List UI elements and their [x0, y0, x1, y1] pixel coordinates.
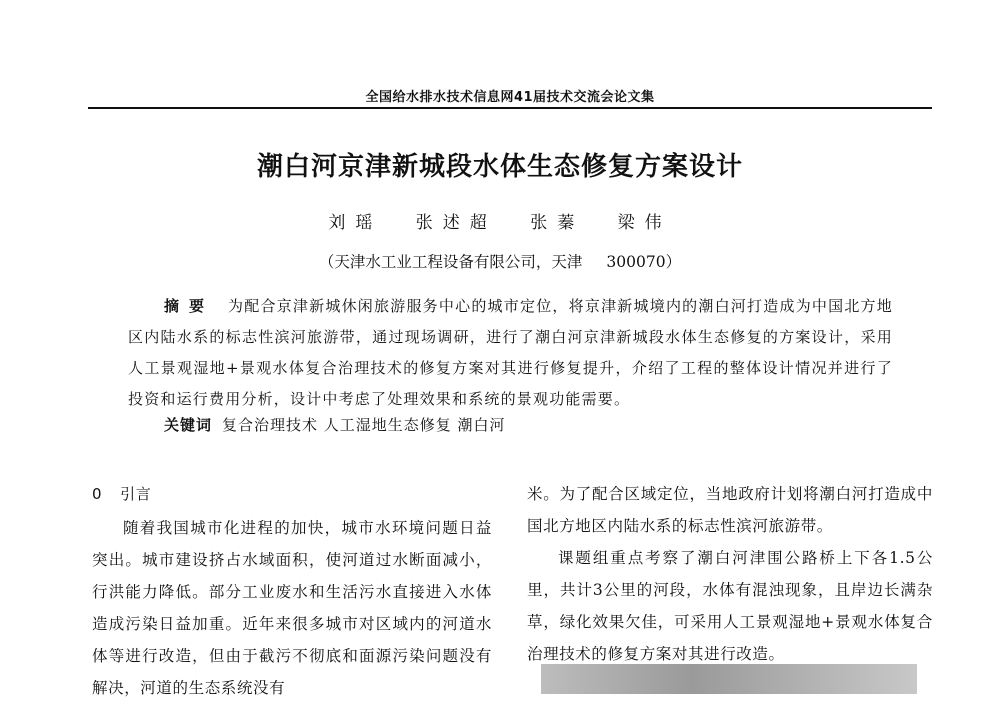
author: 张蓁 [530, 213, 585, 233]
intro-paragraph: 随着我国城市化进程的加快，城市水环境问题日益突出。城市建设挤占水域面积，使河道过水断面减小，行洪能力降低。部分工业废水和生活污水直接进入水体造成污染日益加重。近年来很多城市对区域内的河道水体等进行改造，但由于截污不彻底和面源污染问题没有解决，河道的生态系统没有 [92, 519, 492, 697]
continuation-paragraph: 米。为了配合区域定位，当地政府计划将潮白河打造成中国北方地区内陆水系的标志性滨河旅游带。 [527, 485, 933, 535]
left-column [92, 478, 492, 704]
affiliation-postcode: 300070） [606, 253, 682, 271]
section-heading [92, 478, 492, 510]
keywords-text: 复合治理技术 人工湿地生态修复 潮白河 [222, 416, 506, 434]
author: 张述超 [415, 213, 497, 233]
right-column [527, 478, 933, 670]
abstract-text: 为配合京津新城休闲旅游服务中心的城市定位，将京津新城境内的潮白河打造成为中国北方地区内陆水系的标志性滨河旅游带，通过现场调研，进行了潮白河京津新城段水体生态修复的方案设计，采用人工景观湿地+景观水体复合治理技术的修复方案对其进行修复提升，介绍了工程的整体设计情况并进行了投资和运行费用分析，设计中考虑了处理效果和系统的景观功能需要。 [128, 297, 893, 408]
header-rule [88, 107, 932, 109]
affiliation-org: （天津水工业工程设备有限公司，天津 [318, 253, 583, 271]
author: 刘瑶 [328, 213, 383, 233]
abstract-label: 摘要 [164, 297, 215, 315]
keywords-label: 关键词 [164, 416, 213, 434]
paper-title: 潮白河京津新城段水体生态修复方案设计 [256, 152, 743, 182]
running-header: 全国给水排水技术信息网41届技术交流会论文集 [365, 90, 655, 105]
section-title: 引言 [120, 485, 152, 503]
body-paragraph: 课题组重点考察了潮白河津围公路桥上下各1.5公里，共计3公里的河段，水体有混浊现象，且岸边长满杂草，绿化效果欠佳，可采用人工景观湿地+景观水体复合治理技术的修复方案对其进行改造。 [527, 549, 933, 663]
keywords [164, 414, 506, 435]
author-list [0, 208, 1000, 233]
affiliation [0, 250, 1000, 272]
abstract [128, 291, 893, 415]
section-number: 0 [92, 485, 103, 503]
figure-image [541, 664, 917, 694]
author: 梁伟 [617, 213, 672, 233]
